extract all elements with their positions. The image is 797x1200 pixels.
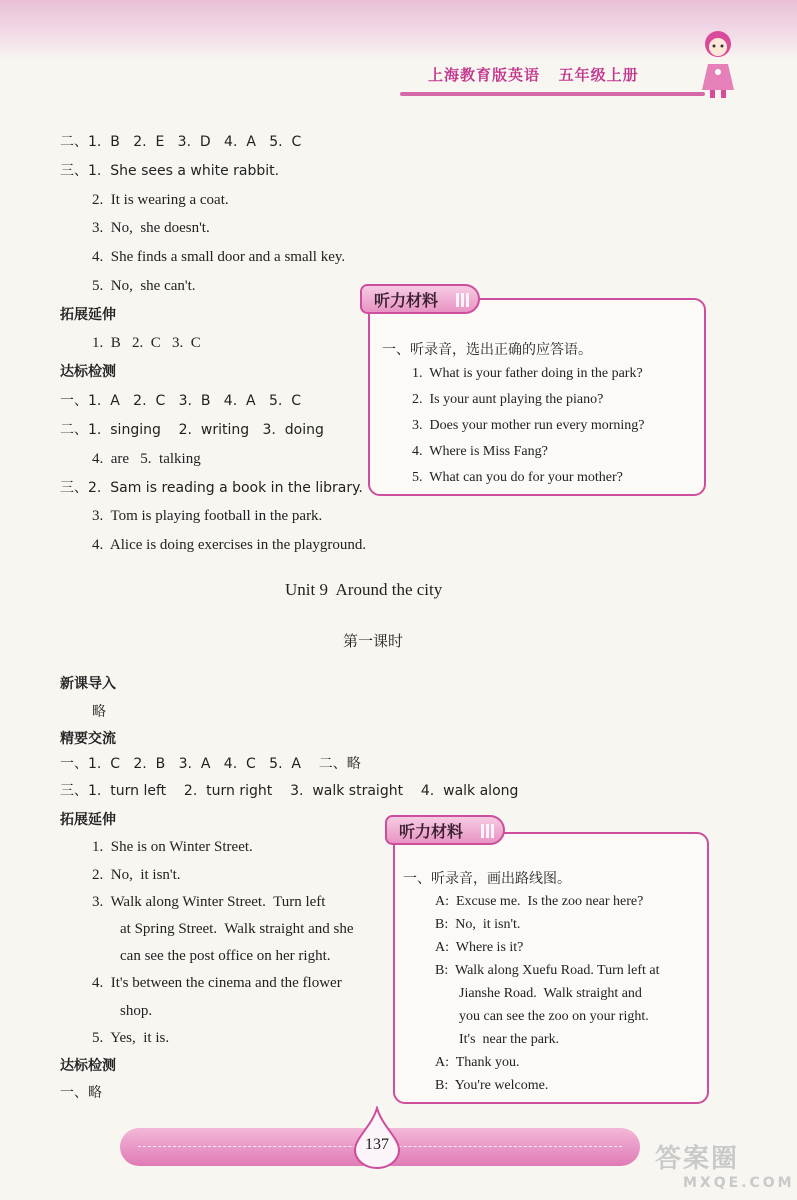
listening-item: 4. Where is Miss Fang? bbox=[412, 444, 548, 459]
answer-line: 2. It is wearing a coat. bbox=[92, 192, 229, 208]
listening-intro: 一、听录音，选出正确的应答语。 bbox=[382, 342, 592, 358]
dialogue-line: A: Where is it? bbox=[435, 940, 524, 955]
dialogue-line: A: Excuse me. Is the zoo near here? bbox=[435, 894, 644, 909]
dialogue-line: you can see the zoo on your right. bbox=[459, 1009, 649, 1024]
answer-line: 4. Alice is doing exercises in the playground. bbox=[92, 537, 367, 553]
answer-line: can see the post office on her right. bbox=[120, 948, 331, 964]
answer-line: 1. B 2. C 3. C bbox=[92, 335, 201, 351]
answer-line: 3. Tom is playing football in the park. bbox=[92, 508, 323, 524]
answer-line: 5. Yes, it is. bbox=[92, 1030, 170, 1046]
answer-line: shop. bbox=[120, 1003, 153, 1019]
answer-line: 略 bbox=[92, 704, 106, 720]
listening-tag-label: 听力材料 bbox=[374, 291, 439, 310]
answer-line: at Spring Street. Walk straight and she bbox=[120, 921, 354, 937]
section-heading: 精要交流 bbox=[60, 731, 116, 747]
listening-item: 3. Does your mother run every morning? bbox=[412, 418, 645, 433]
header-band bbox=[0, 0, 797, 60]
answer-line: 3. Walk along Winter Street. Turn left bbox=[92, 894, 326, 910]
header-title: 上海教育版英语 五年级上册 bbox=[428, 66, 639, 84]
section-heading: 达标检测 bbox=[60, 364, 116, 380]
answer-line: 4. are 5. talking bbox=[92, 451, 201, 467]
dialogue-line: B: You're welcome. bbox=[435, 1078, 549, 1093]
dialogue-line: A: Thank you. bbox=[435, 1055, 520, 1070]
listening-item: 5. What can you do for your mother? bbox=[412, 470, 623, 485]
answer-line: 一、1. A 2. C 3. B 4. A 5. C bbox=[60, 393, 302, 409]
listening-intro: 一、听录音，画出路线图。 bbox=[403, 871, 571, 887]
dialogue-line: B: No, it isn't. bbox=[435, 917, 521, 932]
answer-line: 三、2. Sam is reading a book in the library. bbox=[60, 480, 363, 496]
answer-line: 5. No, she can't. bbox=[92, 278, 196, 294]
answer-line: 二、1. singing 2. writing 3. doing bbox=[60, 422, 324, 438]
watermark-logo bbox=[655, 1138, 795, 1191]
tag-dots-icon bbox=[481, 824, 495, 838]
answer-line: 3. No, she doesn't. bbox=[92, 220, 210, 236]
answer-line: 三、1. turn left 2. turn right 3. walk straight 4. walk along bbox=[60, 783, 519, 799]
dialogue-line: It's near the park. bbox=[459, 1032, 560, 1047]
section-heading: 新课导入 bbox=[60, 676, 116, 692]
section-heading: 拓展延伸 bbox=[60, 307, 116, 323]
listening-tag bbox=[385, 815, 505, 845]
answer-line: 一、1. C 2. B 3. A 4. C 5. A 二、略 bbox=[60, 756, 361, 772]
section-heading: 拓展延伸 bbox=[60, 812, 116, 828]
watermark-url: MXQE.COM bbox=[683, 1175, 795, 1191]
answer-line: 二、1. B 2. E 3. D 4. A 5. C bbox=[60, 134, 302, 150]
dialogue-line: Jianshe Road. Walk straight and bbox=[459, 986, 642, 1001]
listening-tag bbox=[360, 284, 480, 314]
dialogue-line: B: Walk along Xuefu Road. Turn left at bbox=[435, 963, 660, 978]
answer-line: 4. She finds a small door and a small key. bbox=[92, 249, 346, 265]
answer-line: 2. No, it isn't. bbox=[92, 867, 181, 883]
tag-dots-icon bbox=[456, 293, 470, 307]
answer-line: 1. She is on Winter Street. bbox=[92, 839, 253, 855]
page-number: 137 bbox=[365, 1136, 389, 1153]
listening-item: 1. What is your father doing in the park? bbox=[412, 366, 643, 381]
lesson-title: 第一课时 bbox=[343, 632, 404, 650]
answer-line: 一、略 bbox=[60, 1085, 102, 1101]
answer-line: 4. It's between the cinema and the flower bbox=[92, 975, 342, 991]
unit-title: Unit 9 Around the city bbox=[285, 580, 443, 599]
listening-tag-label: 听力材料 bbox=[399, 822, 464, 841]
answer-line: 三、1. She sees a white rabbit. bbox=[60, 163, 280, 179]
watermark-text: 答案圈 bbox=[655, 1144, 740, 1174]
header-rule bbox=[400, 92, 705, 96]
listening-item: 2. Is your aunt playing the piano? bbox=[412, 392, 604, 407]
section-heading: 达标检测 bbox=[60, 1058, 116, 1074]
girl-mascot-icon bbox=[698, 28, 738, 100]
